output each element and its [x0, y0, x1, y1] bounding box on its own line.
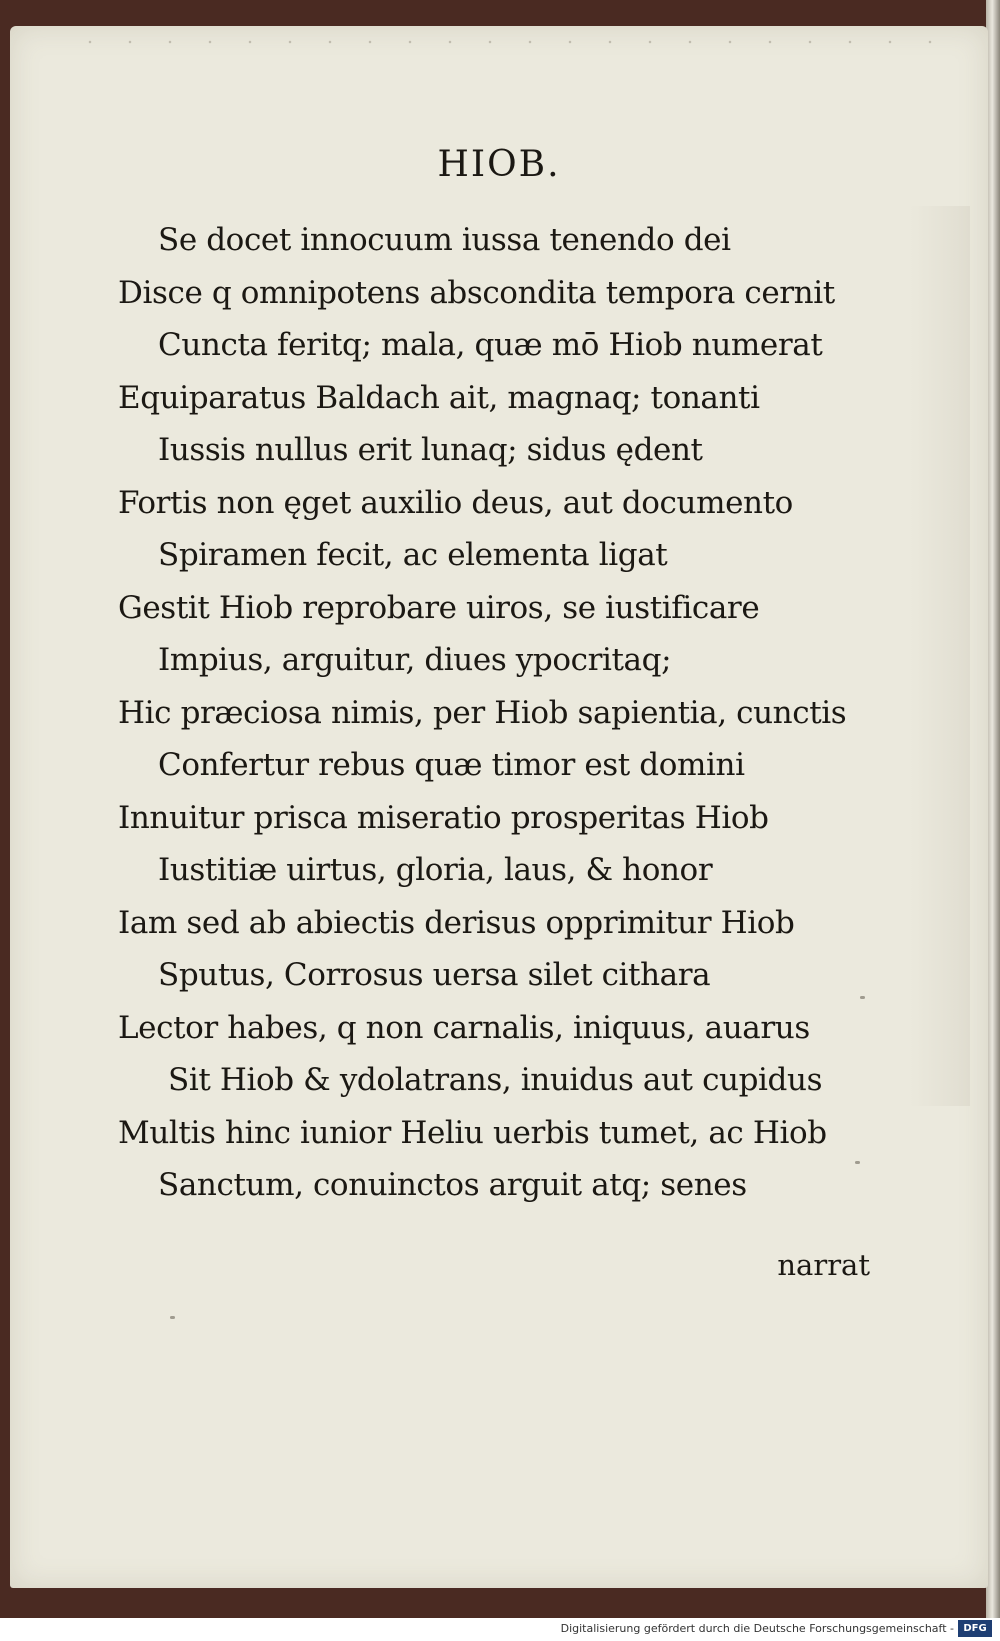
page-edges — [986, 0, 1000, 1618]
verse-line: Confertur rebus quæ timor est domini — [158, 747, 745, 783]
paper-speck — [855, 1161, 860, 1164]
verse-line: Spiramen fecit, ac elementa ligat — [158, 537, 668, 573]
verse-line: Se docet innocuum iussa tenendo dei — [158, 222, 731, 258]
verse-line: Iustitiæ uirtus, gloria, laus, & honor — [158, 852, 713, 888]
paper-texture-dots — [70, 38, 950, 46]
verse-line: Gestit Hiob reprobare uiros, se iustificare — [118, 589, 760, 626]
book-page — [10, 26, 988, 1588]
dfg-logo-icon: DFG — [958, 1620, 992, 1637]
paper-speck — [860, 996, 865, 999]
verse-line: Disce q omnipotens abscondita tempora cernit — [118, 274, 835, 311]
verse-line: Fortis non ęget auxilio deus, aut documento — [118, 484, 793, 521]
verse-line: Sputus, Corrosus uersa silet cithara — [158, 957, 711, 993]
verse-line: Sanctum, conuinctos arguit atq; senes — [158, 1167, 747, 1203]
verse-line: Innuitur prisca miseratio prosperitas Hiob — [118, 799, 769, 836]
digitization-footer — [0, 1618, 1000, 1641]
page-heading: HIOB. — [437, 144, 561, 185]
verse-line: Hic præciosa nimis, per Hiob sapientia, cunctis — [118, 694, 847, 731]
catchword: narrat — [777, 1248, 870, 1282]
verse-line: Multis hinc iunior Heliu uerbis tumet, ac Hiob — [118, 1114, 827, 1151]
verse-line: Impius, arguitur, diues ypocritaq; — [158, 642, 672, 678]
verse-line: Equiparatus Baldach ait, magnaq; tonanti — [118, 379, 760, 416]
funding-credit: Digitalisierung gefördert durch die Deutsche Forschungsgemeinschaft - — [560, 1622, 954, 1635]
verse-line: Sit Hiob & ydolatrans, inuidus aut cupidus — [168, 1062, 823, 1098]
verse-line: Iussis nullus erit lunaq; sidus ędent — [158, 432, 703, 468]
verse-line: Iam sed ab abiectis derisus opprimitur Hiob — [118, 904, 795, 941]
verse-line: Lector habes, q non carnalis, iniquus, auarus — [118, 1009, 810, 1046]
verse-line: Cuncta feritq; mala, quæ mō Hiob numerat — [158, 327, 823, 363]
paper-speck — [170, 1316, 175, 1319]
verse-text — [10, 214, 988, 1212]
